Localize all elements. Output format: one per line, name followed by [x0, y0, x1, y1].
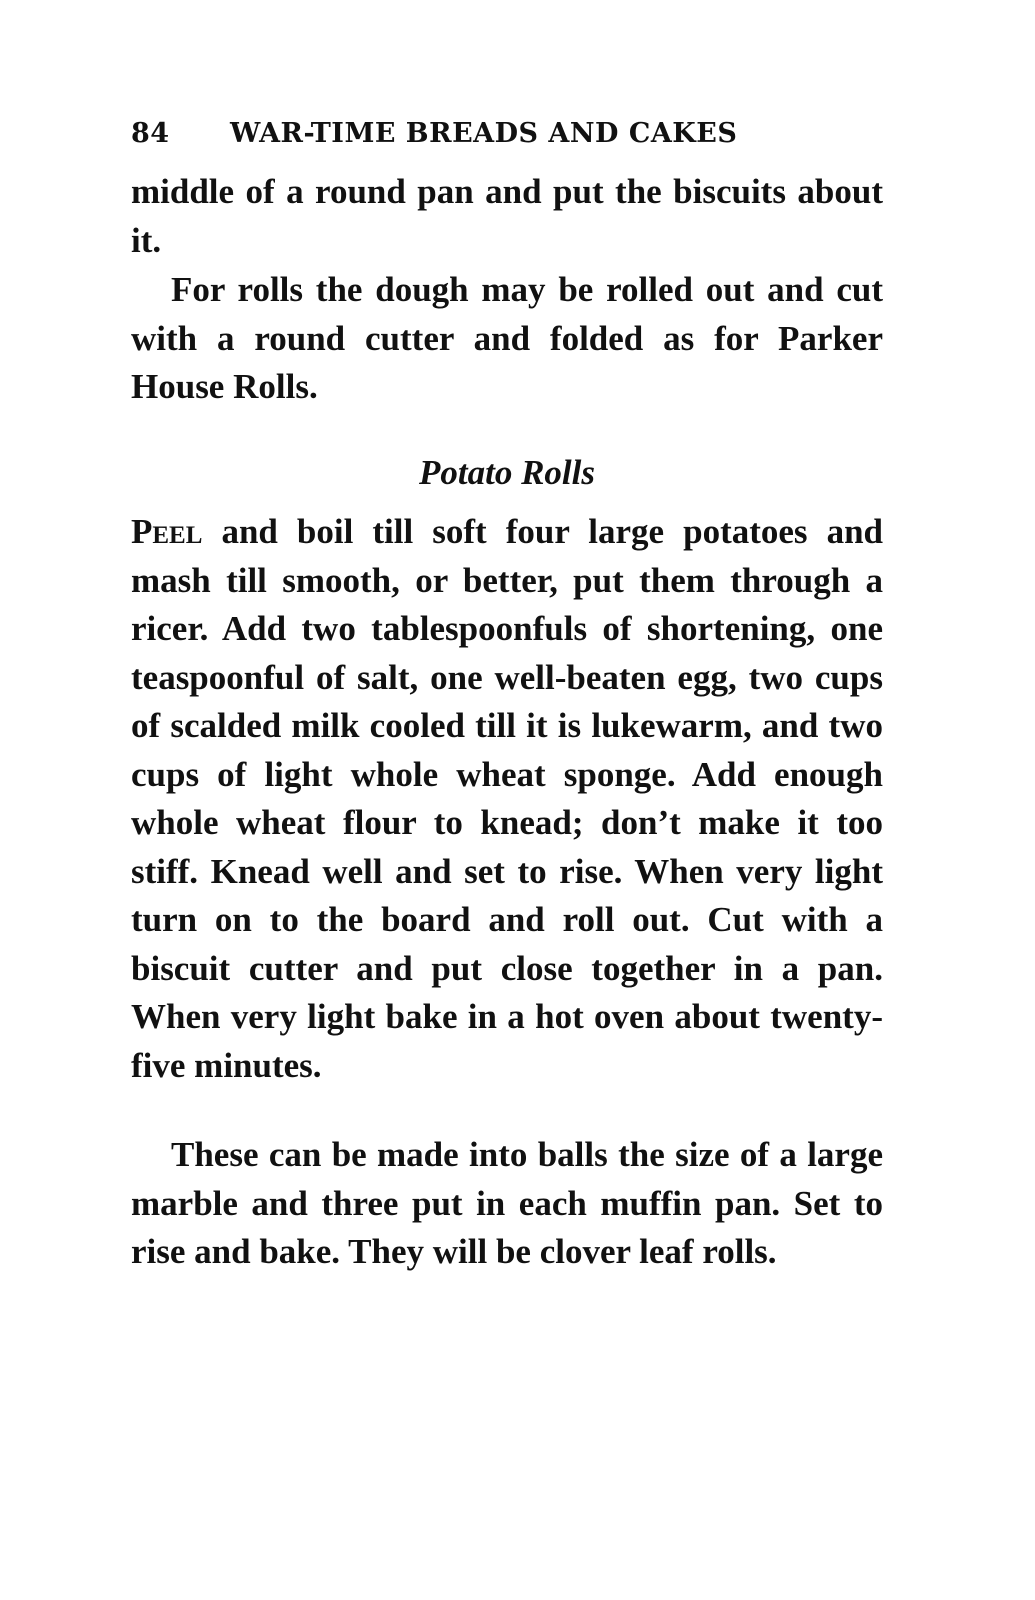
paragraph-potato-rolls	[131, 508, 883, 1090]
page-number: 84	[131, 118, 170, 149]
paragraph-potato-rolls-text: and boil till soft four large potatoes and mash till smooth, or better, put them through a ricer. Add two tablespoonfuls of shortening, one teaspoonful of salt, one well-beaten egg, two cups of scalded milk cooled till it is lukewarm, and two cups of light whole wheat sponge. Add enough whole wheat flour to knead; don’t make it too stiff. Knead well and set to rise. When very light turn on to the board and roll out. Cut with a biscuit cutter and put close together in a pan. When very light bake in a hot oven about twenty-five minutes.	[131, 512, 883, 1085]
paragraph-rolls: For rolls the dough may be rolled out and cut with a round cutter and folded as for Parker House Rolls.	[131, 270, 883, 406]
paragraph-clover-leaf: These can be made into balls the size of a large marble and three put in each muffin pan. Set to rise and bake. They will be clover leaf rolls.	[131, 1135, 883, 1271]
paragraph-lead-word: Peel	[131, 512, 203, 551]
running-title: WAR-TIME BREADS AND CAKES	[230, 118, 738, 149]
running-head	[131, 114, 891, 154]
section-heading: Potato Rolls	[419, 453, 595, 492]
paragraph-continued: middle of a round pan and put the biscuits about it.	[131, 172, 883, 260]
